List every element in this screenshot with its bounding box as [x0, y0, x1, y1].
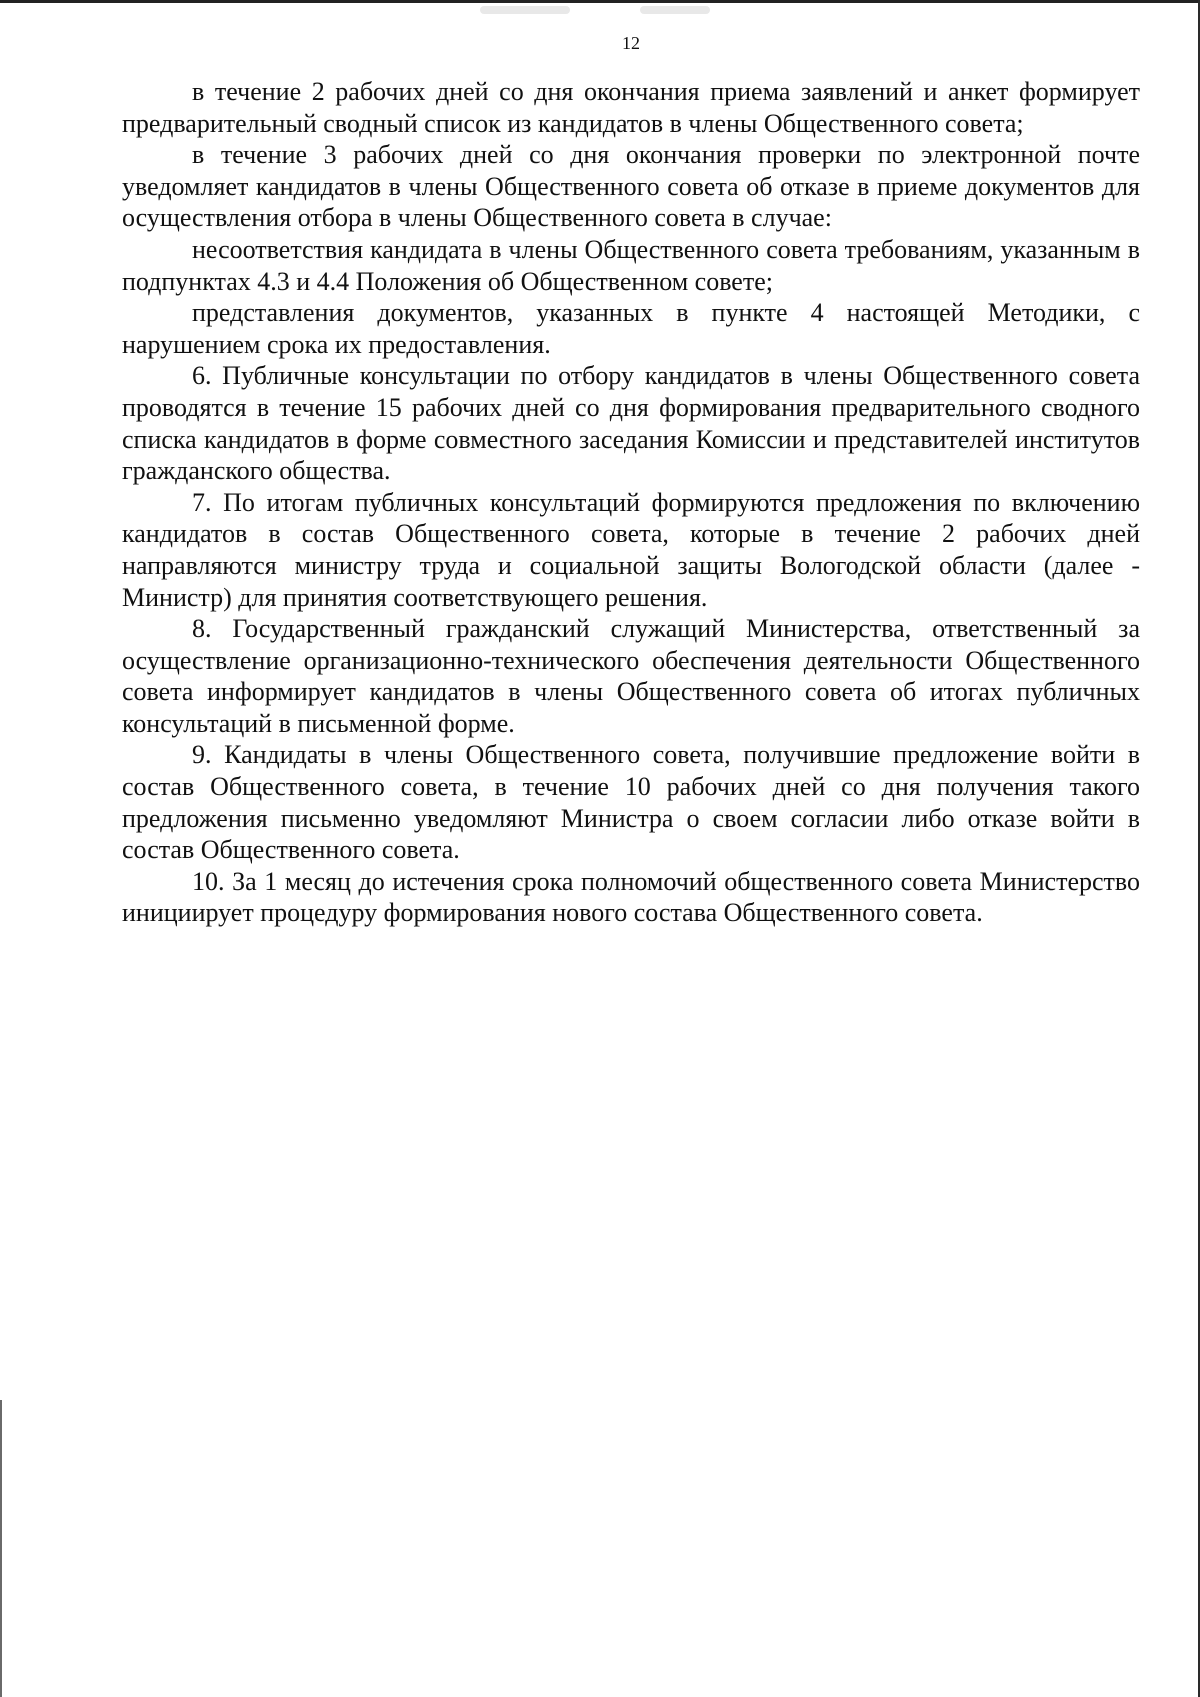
paragraph: в течение 2 рабочих дней со дня окончания приема заявлений и анкет формирует предварительный сводный список из кандидатов в члены Общественного совета;	[122, 77, 1140, 138]
scan-smudge	[480, 6, 570, 14]
scan-border-top	[0, 0, 1200, 3]
paragraph: в течение 3 рабочих дней со дня окончания проверки по электронной почте уведомляет кандидатов в члены Общественного совета об отказе в приеме документов для осуществления отбора в члены Общественного совета в случае:	[122, 140, 1140, 233]
paragraph: несоответствия кандидата в члены Общественного совета требованиям, указанным в подпунктах 4.3 и 4.4 Положения об Общественном совете;	[122, 234, 1140, 296]
paragraph-item-10: 10. За 1 месяц до истечения срока полномочий общественного совета Министерство инициирует процедуру формирования нового состава Общественного совета.	[122, 866, 1140, 928]
paragraph: представления документов, указанных в пункте 4 настоящей Методики, с нарушением срока их предоставления.	[122, 298, 1140, 359]
paragraph-item-7: 7. По итогам публичных консультаций формируются предложения по включению кандидатов в состав Общественного совета, которые в течение 2 рабочих дней направляются министру труда и социальной защиты Вологодской области (далее - Министр) для принятия соответствующего решения.	[122, 487, 1140, 612]
paragraph-item-8: 8. Государственный гражданский служащий Министерства, ответственный за осуществление организационно-технического обеспечения деятельности Общественного совета информирует кандидатов в члены Общественного совета об итогах публичных консультаций в письменной форме.	[122, 614, 1140, 738]
scan-border-left	[0, 1400, 2, 1697]
paragraph-item-9: 9. Кандидаты в члены Общественного совета, получившие предложение войти в состав Общественного совета, в течение 10 рабочих дней со дня получения такого предложения письменно уведомляют Министра о своем согласии либо отказе войти в состав Общественного совета.	[122, 740, 1140, 865]
document-body	[122, 76, 1140, 929]
scan-smudge	[640, 6, 710, 14]
page-number: 12	[622, 33, 640, 53]
paragraph-item-6: 6. Публичные консультации по отбору кандидатов в члены Общественного совета проводятся в течение 15 рабочих дней со дня формирования предварительного сводного списка кандидатов в форме совместного заседания Комиссии и представителей институтов гражданского общества.	[122, 361, 1140, 486]
